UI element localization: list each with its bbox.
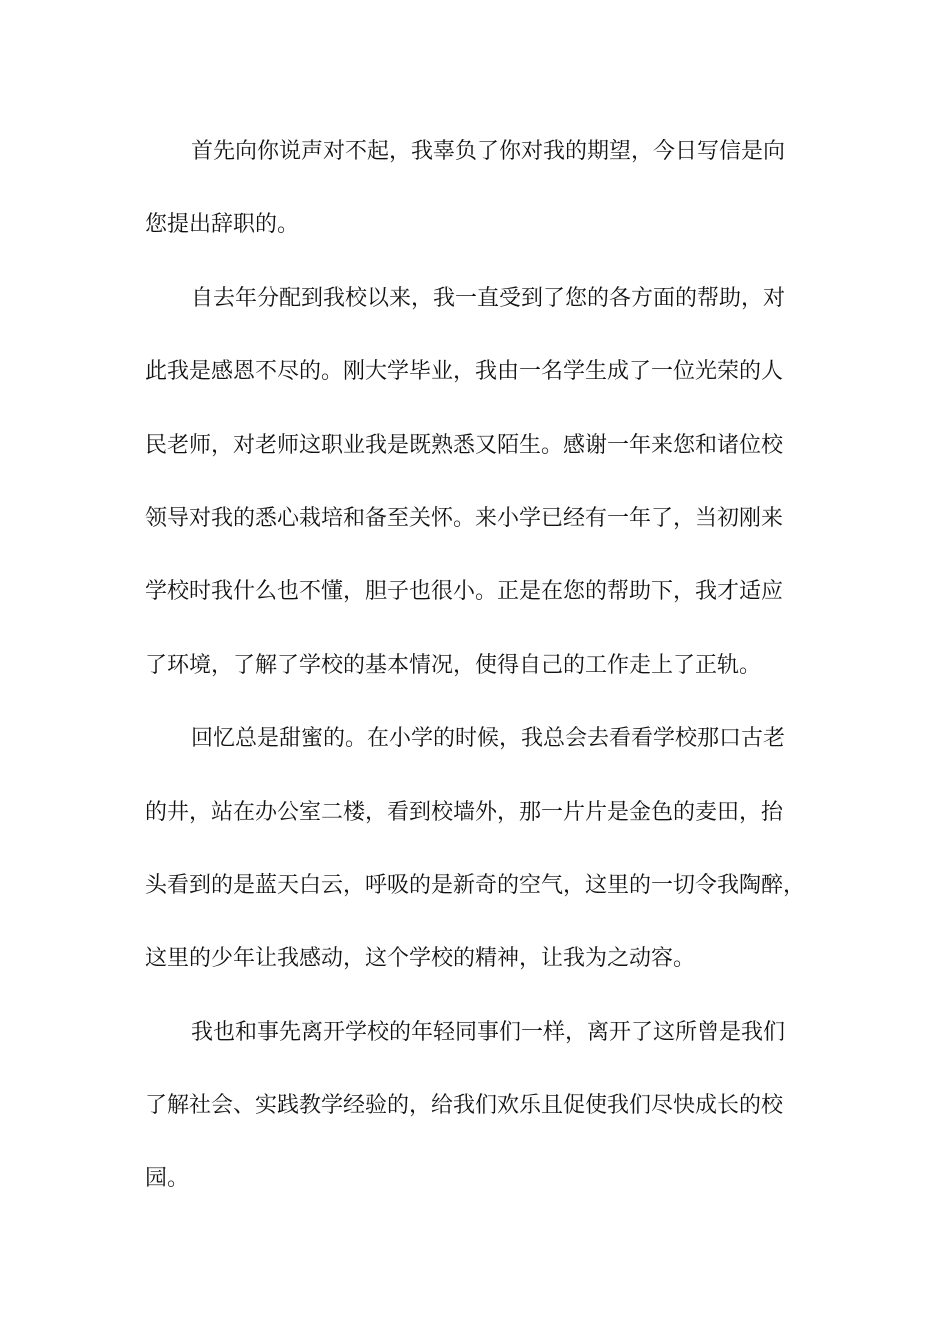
- text-line: 我也和事先离开学校的年轻同事们一样，离开了这所曾是我们: [191, 1019, 786, 1045]
- text-line: 此我是感恩不尽的。刚大学毕业，我由一名学生成了一位光荣的人: [145, 359, 784, 385]
- text-line: 您提出辞职的。: [145, 212, 300, 238]
- text-line: 回忆总是甜蜜的。在小学的时候，我总会去看看学校那口古老: [191, 726, 786, 752]
- text-line: 了解社会、实践教学经验的，给我们欢乐且促使我们尽快成长的校: [145, 1093, 784, 1119]
- text-line: 园。: [145, 1166, 190, 1192]
- text-line: 首先向你说声对不起，我辜负了你对我的期望，今日写信是向: [191, 139, 786, 164]
- text-line: 的井，站在办公室二楼，看到校墙外，那一片片是金色的麦田，抬: [145, 799, 784, 825]
- text-line: 了环境，了解了学校的基本情况，使得自己的工作走上了正轨。: [145, 652, 762, 678]
- text-line: 学校时我什么也不懂，胆子也很小。正是在您的帮助下，我才适应: [145, 579, 784, 605]
- text-line: 领导对我的悉心栽培和备至关怀。来小学已经有一年了，当初刚来: [145, 505, 784, 531]
- text-line: 自去年分配到我校以来，我一直受到了您的各方面的帮助，对: [191, 285, 786, 311]
- text-line: 头看到的是蓝天白云，呼吸的是新奇的空气，这里的一切令我陶醉，: [145, 872, 806, 898]
- text-line: 这里的少年让我感动，这个学校的精神，让我为之动容。: [145, 946, 696, 972]
- letter-body: [145, 126, 825, 1227]
- text-line: 民老师，对老师这职业我是既熟悉又陌生。感谢一年来您和诸位校: [145, 432, 784, 458]
